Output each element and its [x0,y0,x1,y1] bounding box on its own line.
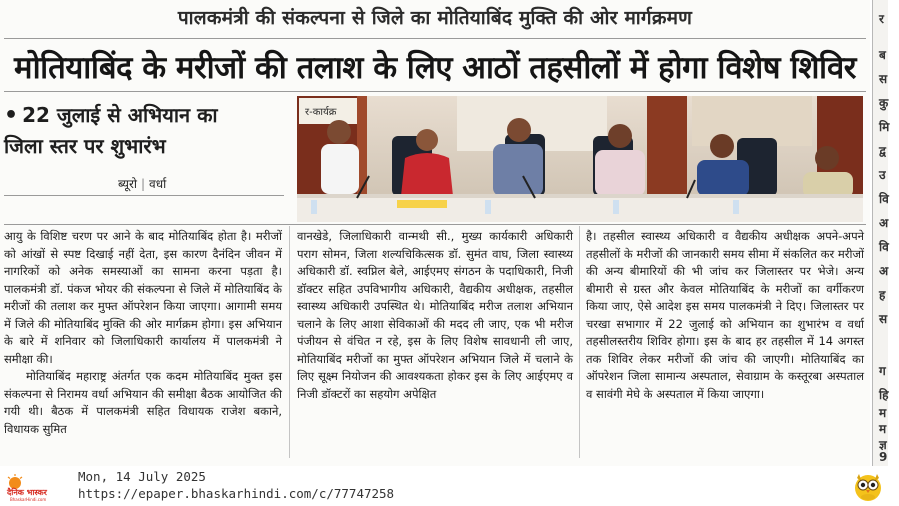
strip-char: ज्ञ [879,438,887,452]
article-headline: मोतियाबिंद के मरीजों की तलाश के लिए आठों तहसीलों में होगा विशेष शिविर [14,50,856,86]
epaper-url[interactable]: https://epaper.bhaskarhindi.com/c/77747258 [78,486,395,501]
article-column-3 [586,228,864,458]
publish-date: Mon, 14 July 2025 [78,469,206,484]
article-subhead [4,100,284,162]
strip-char: ब [879,48,886,62]
strip-char: र [879,12,884,26]
column-2-paragraph: वानखेडे, जिलाधिकारी वान्मथी सी., मुख्य कार्यकारी अधिकारी पराग सोमन, जिला शल्यचिकित्सक डॉ. सुमंत वाघ, जिला स्वास्थ्य अधिकारी डॉ. स्वप्निल बेले, आईएमए संगठन के पदाधिकारी, निजी डॉक्टर सहित उपविभागीय अधिकारी, वैद्यकीय अधीक्षक, तहसील स्वास्थ्य अधिकारी उपस्थित थे। मोतियाबिंद मरीज तलाश अभियान चलाने के लिए आशा सेविकाओं की मदद ली जाए, एक भी मरीज पंजीयन से वंचित न रहे, इस के लिए विशेष सावधानी ली जाए, मोतियाबिंद मरीजों का मुफ्त ऑपरेशन अभियान जिले में चलाने के लिए सूक्ष्म नियोजन की आवश्यकता होकर इस के लिए आईएमए व निजी डॉक्टरों का सहयोग अपेक्षित [297,229,573,401]
strip-char: हि [879,388,889,402]
byline-city: वर्धा [149,177,167,191]
strip-char: ग [879,364,886,378]
adjacent-article-strip [872,0,888,466]
dainik-bhaskar-logo [6,473,68,501]
strip-char: द्व [879,144,886,158]
strip-char: म [879,406,887,420]
logo-subtext: BhaskarHindi.com [10,497,47,502]
byline: ब्यूरो | वर्धा [118,177,167,191]
strip-char: 9 [879,450,888,464]
headline-divider [4,91,866,92]
article-kicker: पालकमंत्री की संकल्पना से जिले का मोतियाबिंद मुक्ति की ओर मार्गक्रमण [177,7,693,29]
column-1-paragraph-1: आयु के विशिष्ट चरण पर आने के बाद मोतियाबिंद होता है। मरीजों को आंखों से स्पष्ट दिखाई नहीं देता, इस कारण दैनंदिन जीवन में नागरिकों को अनेक समस्याओं का सामना करना पड़ता है। पालकमंत्री डॉ. पंकज भोयर की संकल्पना से जिले में मोतियाबिंद के मरीजों की तलाश कर मुफ्त ऑपरेशन किया जाएगा। आगामी समय में जिले की मोतियाबिंद मुक्ति की ओर मार्गक्रम होगा। इस अभियान के बारे में शनिवार को जिलाधिकारी कार्यालय में पालकमंत्री ने समीक्षा की। [4,229,282,366]
epaper-footer [0,466,888,506]
strip-char: म [879,422,887,436]
subhead-line-1: • 22 जुलाई से अभियान का [4,103,218,128]
photo-divider [4,224,866,225]
strip-char: स [879,72,888,86]
column-1-paragraph-2: मोतियाबिंद महाराष्ट्र अंतर्गत एक कदम मोतियाबिंद मुक्त इस संकल्पना से निरामय वर्धा अभियान की समीक्षा बैठक आयोजित की गयी थी। बैठक में पालकमंत्री सहित विधायक राजेश बकाने, विधायक सुमित [4,369,282,436]
owl-mascot-icon [852,470,884,502]
column-3-paragraph: है। तहसील स्वास्थ्य अधिकारी व वैद्यकीय अधीक्षक अपने-अपने तहसीलों के मरीजों की जानकारी समय सीमा में संकलित कर मरीजों की अन्य बीमारियों की भी जांच कर जिलास्तर पर भेजे। अन्य बीमारी से ग्रस्त और केवल मोतियाबिंद के मरीजों का वर्गीकरण किया जाए, ऐसे आदेश इस समय पालकमंत्री ने दिए। जिलास्तर पर चरखा सभागार में 22 जुलाई को अभियान का शुभारंभ व वर्धा तहसीलस्तरीय शिविर होगा। इस के बाद हर तहसील में 14 अगस्त तक शिविर लेकर मरीजों की जांच की जाएगी। मोतियाबिंद का ऑपरेशन जिला सामान्य अस्पताल, सेवाग्राम के कस्तूरबा अस्पताल व सावंगी मेघे के अस्पताल में किया जाएगा। [586,229,864,401]
strip-char: अ [879,216,889,230]
strip-char: स [879,312,888,326]
meeting-photo-illustration [297,96,863,222]
strip-char: उ [879,168,886,182]
column-separator-1 [289,226,290,458]
meeting-photo [297,96,863,222]
strip-char: अ [879,264,889,278]
strip-char: वि [879,240,889,254]
byline-divider [4,195,284,196]
kicker-divider [4,38,866,39]
strip-char: वि [879,192,889,206]
article-column-1 [4,228,282,458]
column-separator-2 [579,226,580,458]
photo-banner-text: र-कार्यक्र [305,107,337,118]
footer-meta [78,468,394,502]
strip-char: कु [879,96,889,110]
strip-char: ह [879,288,886,302]
article-column-2 [297,228,573,458]
subhead-line-2: जिला स्तर पर शुभारंभ [4,134,166,158]
strip-char: मि [879,120,890,134]
byline-agency: ब्यूरो [118,177,137,191]
logo-text: दैनिक भास्कर [7,488,47,497]
